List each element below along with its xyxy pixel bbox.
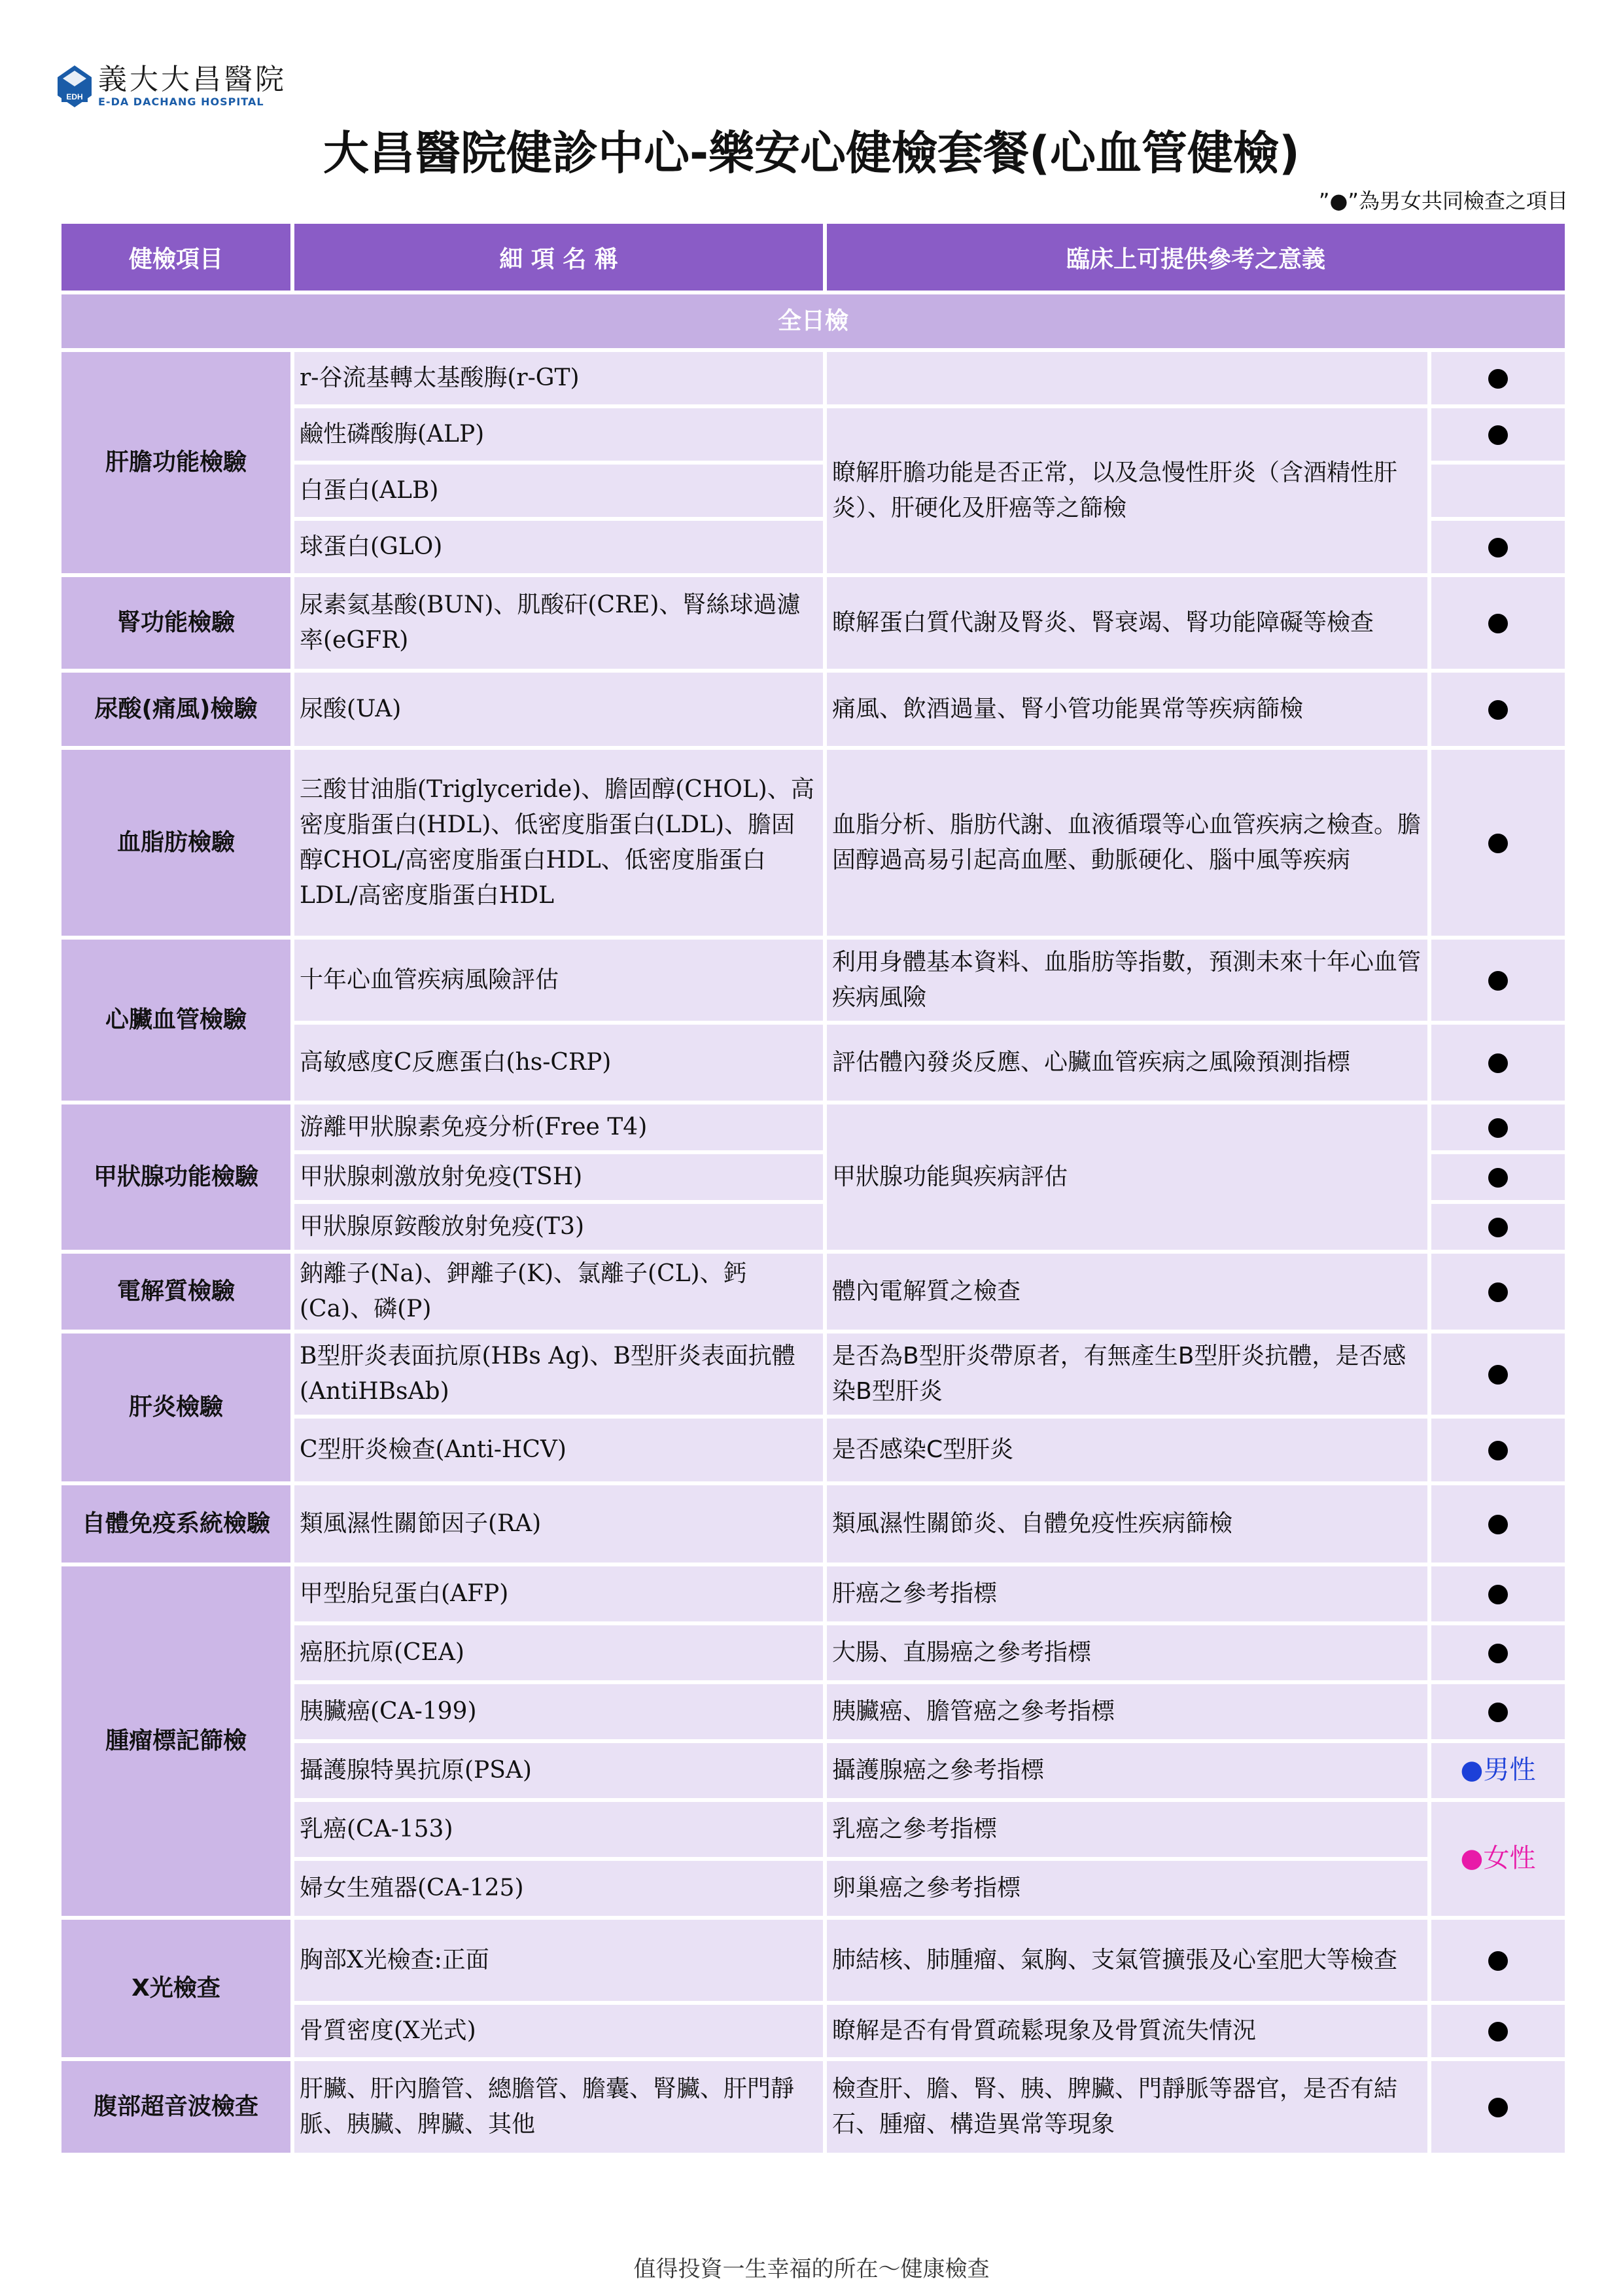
meaning-cell: 大腸、直腸癌之參考指標: [827, 1625, 1427, 1680]
table-row: [61, 352, 1565, 404]
item-cell: 十年心血管疾病風險評估: [294, 940, 823, 1021]
svg-text:EDH: EDH: [66, 92, 83, 101]
mark-cell: [1431, 1802, 1565, 1916]
mark-dot: [1488, 369, 1508, 389]
category-cell: 肝炎檢驗: [61, 1333, 290, 1481]
mark-dot: [1488, 971, 1508, 991]
mark-dot: [1488, 1515, 1508, 1534]
meaning-cell: 血脂分析、脂肪代謝、血液循環等心血管疾病之檢查。膽固醇過高易引起高血壓、動脈硬化、腦中風等疾病: [827, 750, 1427, 936]
category-cell: 甲狀腺功能檢驗: [61, 1104, 290, 1250]
meaning-cell: 甲狀腺功能與疾病評估: [827, 1104, 1427, 1250]
table-row: [61, 1566, 1565, 1621]
item-cell: 胸部X光檢查:正面: [294, 1920, 823, 2001]
mark-dot: [1488, 1282, 1508, 1302]
checkup-table: [58, 220, 1569, 2157]
mark-dot: [1488, 1703, 1508, 1722]
mark-cell: [1431, 1485, 1565, 1563]
mark-cell: [1431, 465, 1565, 517]
mark-dot: [1488, 2098, 1508, 2117]
mark-cell: [1431, 2005, 1565, 2057]
item-cell: 甲型胎兒蛋白(AFP): [294, 1566, 823, 1621]
mark-cell: [1431, 1566, 1565, 1621]
meaning-cell: 檢查肝、膽、腎、胰、脾臟、門靜脈等器官，是否有結石、腫瘤、構造異常等現象: [827, 2061, 1427, 2153]
mark-dot: [1488, 1168, 1508, 1188]
item-cell: 肝臟、肝內膽管、總膽管、膽囊、腎臟、肝門靜脈、胰臟、脾臟、其他: [294, 2061, 823, 2153]
mark-cell: [1431, 940, 1565, 1021]
meaning-cell: 瞭解是否有骨質疏鬆現象及骨質流失情況: [827, 2005, 1427, 2057]
item-cell: 球蛋白(GLO): [294, 521, 823, 573]
mark-cell: [1431, 2061, 1565, 2153]
item-cell: r-谷流基轉太基酸脢(r-GT): [294, 352, 823, 404]
category-cell: 電解質檢驗: [61, 1254, 290, 1330]
category-cell: 腫瘤標記篩檢: [61, 1566, 290, 1916]
mark-dot: [1488, 614, 1508, 633]
hospital-logo: [58, 64, 287, 108]
meaning-cell: 攝護腺癌之參考指標: [827, 1743, 1427, 1798]
meaning-cell: 肝癌之參考指標: [827, 1566, 1427, 1621]
mark-cell: [1431, 1920, 1565, 2001]
legend-note: ”●”為男女共同檢查之項目: [1318, 188, 1568, 213]
meaning-cell: 痛風、飲酒過量、腎小管功能異常等疾病篩檢: [827, 673, 1427, 746]
mark-dot: [1488, 1053, 1508, 1073]
item-cell: 高敏感度C反應蛋白(hs-CRP): [294, 1025, 823, 1101]
logo-name-en: E-DA DACHANG HOSPITAL: [98, 96, 264, 108]
table-row: [61, 940, 1565, 1021]
table-row: [61, 1333, 1565, 1415]
table-row: [61, 1920, 1565, 2001]
mark-cell: [1431, 750, 1565, 936]
item-cell: 攝護腺特異抗原(PSA): [294, 1743, 823, 1798]
item-cell: 類風濕性關節因子(RA): [294, 1485, 823, 1563]
mark-cell: [1431, 408, 1565, 461]
item-cell: 甲狀腺刺激放射免疫(TSH): [294, 1154, 823, 1200]
item-cell: 游離甲狀腺素免疫分析(Free T4): [294, 1104, 823, 1150]
category-cell: 心臟血管檢驗: [61, 940, 290, 1101]
table-row: [61, 750, 1565, 936]
item-cell: 癌胚抗原(CEA): [294, 1625, 823, 1680]
mark-dot: [1488, 700, 1508, 720]
category-cell: X光檢查: [61, 1920, 290, 2057]
item-cell: B型肝炎表面抗原(HBs Ag)、B型肝炎表面抗體(AntiHBsAb): [294, 1333, 823, 1415]
meaning-cell: 體內電解質之檢查: [827, 1254, 1427, 1330]
mark-cell: [1431, 577, 1565, 669]
hospital-logo-icon: [58, 65, 92, 107]
mark-cell: [1431, 1684, 1565, 1739]
meaning-cell: 利用身體基本資料、血脂肪等指數，預測未來十年心血管疾病風險: [827, 940, 1427, 1021]
mark-dot: [1488, 425, 1508, 445]
table-row: [61, 577, 1565, 669]
mark-cell: [1431, 1154, 1565, 1200]
mark-dot: [1488, 1441, 1508, 1460]
meaning-cell: [827, 352, 1427, 404]
header-item: 細 項 名 稱: [294, 224, 823, 291]
item-cell: C型肝炎檢查(Anti-HCV): [294, 1419, 823, 1481]
table-row: [61, 673, 1565, 746]
category-cell: 腎功能檢驗: [61, 577, 290, 669]
header-meaning: 臨床上可提供參考之意義: [827, 224, 1565, 291]
table-row: [61, 1485, 1565, 1563]
category-cell: 腹部超音波檢查: [61, 2061, 290, 2153]
page-title: 大昌醫院健診中心-樂安心健檢套餐(心血管健檢): [323, 126, 1300, 180]
item-cell: 鹼性磷酸脢(ALP): [294, 408, 823, 461]
mark-dot: [1488, 538, 1508, 557]
meaning-cell: 肺結核、肺腫瘤、氣胸、支氣管擴張及心室肥大等檢查: [827, 1920, 1427, 2001]
item-cell: 骨質密度(X光式): [294, 2005, 823, 2057]
meaning-cell: 類風濕性關節炎、自體免疫性疾病篩檢: [827, 1485, 1427, 1563]
meaning-cell: 評估體內發炎反應、心臟血管疾病之風險預測指標: [827, 1025, 1427, 1101]
mark-cell: [1431, 1419, 1565, 1481]
meaning-cell: 是否感染C型肝炎: [827, 1419, 1427, 1481]
mark-cell: [1431, 352, 1565, 404]
mark-dot: [1488, 1951, 1508, 1971]
mark-dot: [1488, 2022, 1508, 2041]
item-cell: 胰臟癌(CA-199): [294, 1684, 823, 1739]
mark-cell: [1431, 1254, 1565, 1330]
category-cell: 自體免疫系統檢驗: [61, 1485, 290, 1563]
male-only-mark: ●男性: [1460, 1755, 1536, 1785]
mark-cell: [1431, 673, 1565, 746]
mark-dot: [1488, 1365, 1508, 1385]
mark-cell: [1431, 1625, 1565, 1680]
mark-dot: [1488, 1644, 1508, 1663]
section-row: [61, 294, 1565, 348]
table-row: [61, 1254, 1565, 1330]
mark-cell: [1431, 1104, 1565, 1150]
meaning-cell: 乳癌之參考指標: [827, 1802, 1427, 1857]
table-row: [61, 2061, 1565, 2153]
mark-dot: [1488, 834, 1508, 853]
category-cell: 血脂肪檢驗: [61, 750, 290, 936]
item-cell: 三酸甘油脂(Triglyceride)、膽固醇(CHOL)、高密度脂蛋白(HDL)、低密度脂蛋白(LDL)、膽固醇CHOL/高密度脂蛋白HDL、低密度脂蛋白LDL/高密度脂蛋白HDL: [294, 750, 823, 936]
mark-cell: [1431, 521, 1565, 573]
meaning-cell: 瞭解蛋白質代謝及腎炎、腎衰竭、腎功能障礙等檢查: [827, 577, 1427, 669]
mark-dot: [1488, 1118, 1508, 1138]
mark-dot: [1488, 1585, 1508, 1604]
mark-dot: [1488, 1218, 1508, 1237]
section-label: 全日檢: [61, 294, 1565, 348]
logo-name-cn: 義大大昌醫院: [98, 63, 287, 96]
meaning-cell: 卵巢癌之參考指標: [827, 1861, 1427, 1916]
page-footer: 值得投資一生幸福的所在～健康檢查: [633, 2256, 990, 2282]
item-cell: 尿酸(UA): [294, 673, 823, 746]
category-cell: 尿酸(痛風)檢驗: [61, 673, 290, 746]
table-row: [61, 1104, 1565, 1150]
item-cell: 鈉離子(Na)、鉀離子(K)、氯離子(CL)、鈣(Ca)、磷(P): [294, 1254, 823, 1330]
mark-cell: [1431, 1333, 1565, 1415]
mark-cell: [1431, 1025, 1565, 1101]
mark-cell: [1431, 1204, 1565, 1250]
item-cell: 尿素氦基酸(BUN)、肌酸矸(CRE)、腎絲球過濾率(eGFR): [294, 577, 823, 669]
item-cell: 乳癌(CA-153): [294, 1802, 823, 1857]
item-cell: 婦女生殖器(CA-125): [294, 1861, 823, 1916]
table-header-row: [61, 224, 1565, 291]
meaning-cell: 胰臟癌、膽管癌之參考指標: [827, 1684, 1427, 1739]
meaning-cell: 是否為B型肝炎帶原者，有無產生B型肝炎抗體，是否感染B型肝炎: [827, 1333, 1427, 1415]
category-cell: 肝膽功能檢驗: [61, 352, 290, 573]
item-cell: 白蛋白(ALB): [294, 465, 823, 517]
meaning-cell: 瞭解肝膽功能是否正常，以及急慢性肝炎（含酒精性肝炎）、肝硬化及肝癌等之篩檢: [827, 408, 1427, 573]
header-category: 健檢項目: [61, 224, 290, 291]
female-only-mark: ●女性: [1460, 1843, 1536, 1873]
mark-cell: [1431, 1743, 1565, 1798]
item-cell: 甲狀腺原銨酸放射免疫(T3): [294, 1204, 823, 1250]
